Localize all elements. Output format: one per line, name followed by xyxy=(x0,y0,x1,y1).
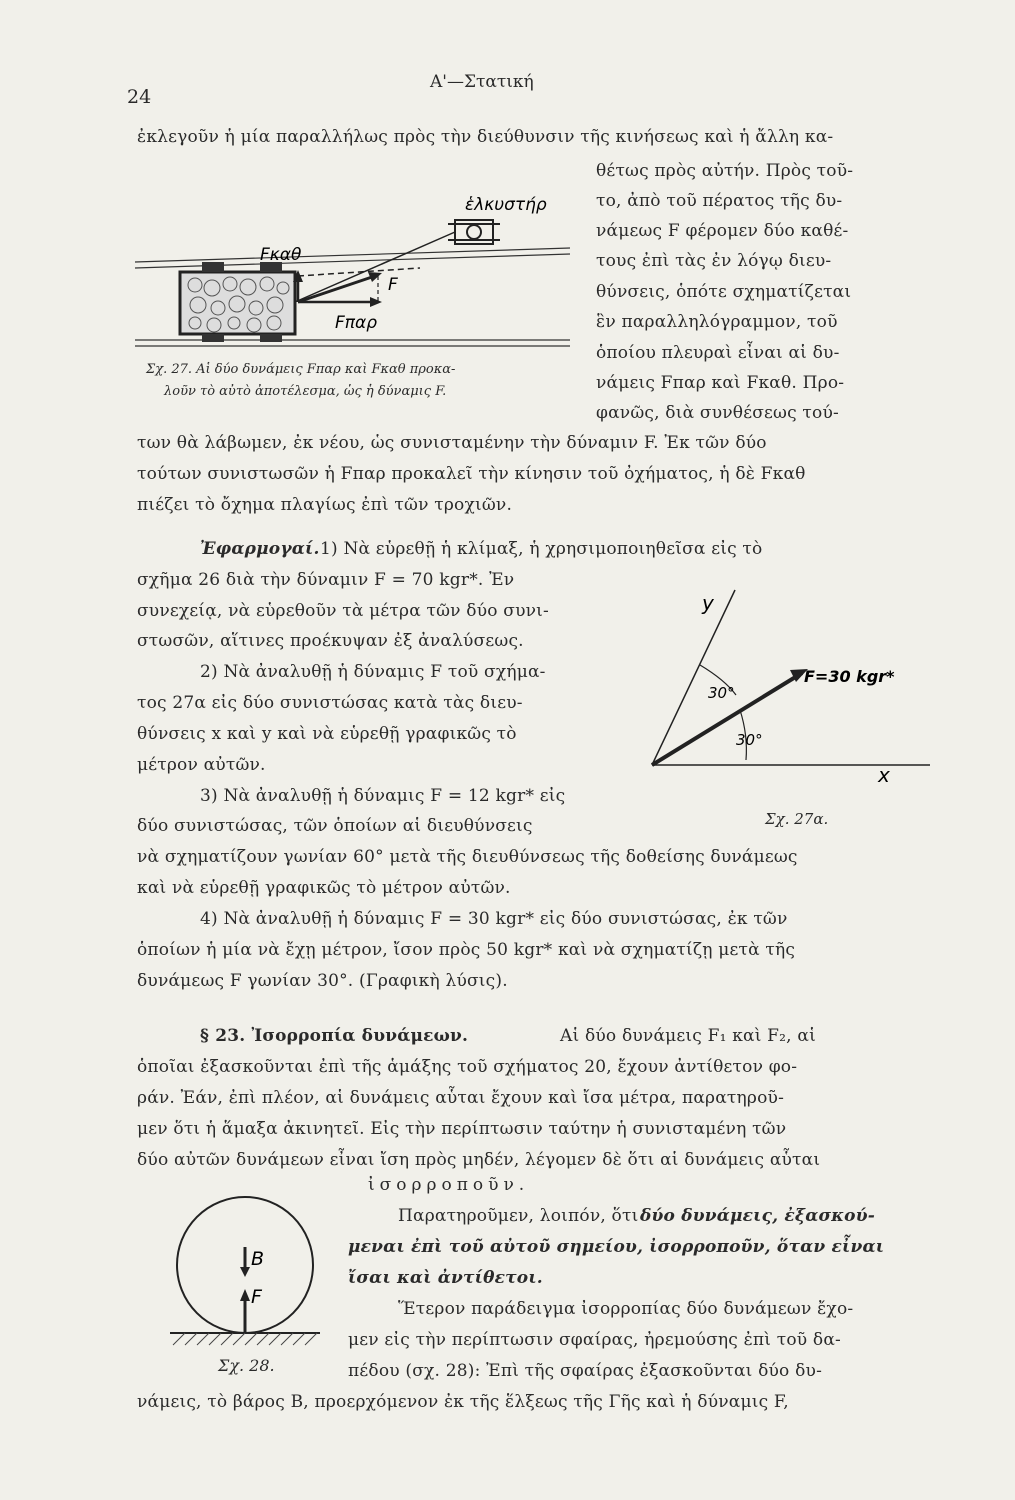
text-line: θύνσεις, ὁπότε σχηματίζεται xyxy=(596,282,852,302)
text-line: Παρατηροῦμεν, λοιπόν, ὅτι xyxy=(398,1206,639,1226)
text-line: τους ἐπὶ τὰς ἐν λόγῳ διευ- xyxy=(596,251,832,271)
fig28-caption: Σχ. 28. xyxy=(218,1356,275,1375)
text-line: Ἕτερον παράδειγμα ἰσορροπίας δύο δυνάμεων ἔχο- xyxy=(398,1299,854,1319)
text-line: δύο αὐτῶν δυνάμεων εἶναι ἴση πρὸς μηδέν, λέγομεν δὲ ὅτι αἱ δυνάμεις αὗται xyxy=(137,1150,821,1170)
emphasis-text: δύο δυνάμεις, ἐξασκού- xyxy=(640,1206,875,1226)
text-line: συνεχείᾳ, νὰ εὑρεθοῦν τὰ μέτρα τῶν δύο συνι- xyxy=(137,601,549,621)
text-line: ὁποῖαι ἐξασκοῦνται ἐπὶ τῆς ἁμάξης τοῦ σχήματος 20, ἔχουν ἀντίθετον φο- xyxy=(137,1057,798,1077)
fig27-caption-2: λοῦν τὸ αὐτὸ ἀποτέλεσμα, ὡς ἡ δύναμις F. xyxy=(164,384,447,399)
text-line: 4) Νὰ ἀναλυθῇ ἡ δύναμις F = 30 kgr* εἰς δύο συνιστώσας, ἐκ τῶν xyxy=(200,909,788,929)
emphasis-text: ἴσαι καὶ ἀντίθετοι. xyxy=(348,1268,543,1288)
f-arrow xyxy=(298,276,375,302)
text-line: μεν εἰς τὴν περίπτωσιν σφαίρας, ἠρεμούσης ἐπὶ τοῦ δα- xyxy=(348,1330,841,1350)
text-line: στωσῶν, αἵτινες προέκυψαν ἐξ ἀναλύσεως. xyxy=(137,631,524,651)
text-line: Αἱ δύο δυνάμεις F₁ καὶ F₂, αἱ xyxy=(560,1026,816,1046)
text-line: δυνάμεως F γωνίαν 30°. (Γραφικὴ λύσις). xyxy=(137,971,508,991)
text-line: 1) Νὰ εὑρεθῇ ἡ κλίμαξ, ἡ χρησιμοποιηθεῖσα εἰς τὸ xyxy=(320,539,763,559)
rail-top xyxy=(135,248,570,262)
text-line: 2) Νὰ ἀναλυθῇ ἡ δύναμις F τοῦ σχήμα- xyxy=(200,662,546,682)
page-number: 24 xyxy=(127,86,152,108)
text-line: φανῶς, διὰ συνθέσεως τού- xyxy=(596,403,839,423)
figure-27 xyxy=(130,180,580,360)
fig27a-caption: Σχ. 27α. xyxy=(765,810,829,828)
text-line: θύνσεις x καὶ y καὶ νὰ εὑρεθῇ γραφικῶς τὸ xyxy=(137,724,517,744)
text-line: θέτως πρὸς αὐτήν. Πρὸς τοῦ- xyxy=(596,161,854,181)
label-fkath: Fκαθ xyxy=(260,245,302,265)
label-fpar: Fπαρ xyxy=(335,313,378,333)
text-line: ὁποίων ἡ μία νὰ ἔχῃ μέτρον, ἴσον πρὸς 50 kgr* καὶ νὰ σχηματίζῃ μετὰ τῆς xyxy=(137,940,796,960)
figure-27a xyxy=(640,570,940,830)
cable xyxy=(295,232,455,302)
text-line: σχῆμα 26 διὰ τὴν δύναμιν F = 70 kgr*. Ἐν xyxy=(137,570,515,590)
applications-heading: Ἐφαρμογαί. xyxy=(200,539,320,559)
text-line: ἐκλεγοῦν ἡ μία παραλλήλως πρὸς τὴν διεύθυνσιν τῆς κινήσεως καὶ ἡ ἄλλη κα- xyxy=(137,127,834,147)
label-force: F=30 kgr* xyxy=(804,667,895,686)
text-line: νάμεις Fπαρ καὶ Fκαθ. Προ- xyxy=(596,373,845,393)
fig27-caption-1: Σχ. 27. Αἱ δύο δυνάμεις Fπαρ καὶ Fκαθ προκα- xyxy=(146,362,456,377)
label-angle-top: 30° xyxy=(708,684,735,702)
label-f: F xyxy=(388,275,398,295)
text-line: ράν. Ἐάν, ἐπὶ πλέον, αἱ δυνάμεις αὗται ἔχουν καὶ ἴσα μέτρα, παρατηροῦ- xyxy=(137,1088,785,1108)
text-line: μέτρον αὐτῶν. xyxy=(137,755,266,775)
rail-top-2 xyxy=(135,254,570,268)
text-line: των θὰ λάβωμεν, ἐκ νέου, ὡς συνισταμένην τὴν δύναμιν F. Ἐκ τῶν δύο xyxy=(137,433,767,453)
text-line: 3) Νὰ ἀναλυθῇ ἡ δύναμις F = 12 kgr* εἰς xyxy=(200,786,566,806)
wagon xyxy=(180,272,295,334)
ground-hatching xyxy=(173,1333,317,1345)
label-f: F xyxy=(251,1286,262,1308)
text-line: δύο συνιστώσας, τῶν ὁποίων αἱ διευθύνσεις xyxy=(137,816,533,836)
text-line: νὰ σχηματίζουν γωνίαν 60° μετὰ τῆς διευθύνσεως τῆς δοθείσης δυνάμεως xyxy=(137,847,798,867)
label-angle-bottom: 30° xyxy=(736,731,763,749)
label-b: B xyxy=(251,1248,265,1270)
label-x: x xyxy=(878,763,890,787)
running-title: Α'—Στατική xyxy=(430,72,534,92)
wheel xyxy=(202,334,224,342)
text-line: πέδου (σχ. 28): Ἐπὶ τῆς σφαίρας ἐξασκοῦνται δύο δυ- xyxy=(348,1361,823,1381)
text-line: καὶ νὰ εὑρεθῇ γραφικῶς τὸ μέτρον αὐτῶν. xyxy=(137,878,511,898)
text-line: ἓν παραλληλόγραμμον, τοῦ xyxy=(596,312,838,332)
section-heading: § 23. Ἰσορροπία δυνάμεων. xyxy=(200,1026,469,1046)
text-line: το, ἀπὸ τοῦ πέρατος τῆς δυ- xyxy=(596,191,843,211)
label-tractor: ἑλκυστήρ xyxy=(465,195,547,215)
figure-28 xyxy=(165,1185,330,1375)
text-line: νάμεως F φέρομεν δύο καθέ- xyxy=(596,221,849,241)
label-y: y xyxy=(702,591,714,615)
text-line: τος 27α εἰς δύο συνιστώσας κατὰ τὰς διευ- xyxy=(137,693,523,713)
text-line: ἰσορροποῦν. xyxy=(368,1175,530,1195)
wheel xyxy=(260,334,282,342)
text-line: μεν ὅτι ἡ ἅμαξα ἀκινητεῖ. Εἰς τὴν περίπτωσιν ταύτην ἡ συνισταμένη τῶν xyxy=(137,1119,787,1139)
text-line: ὁποίου πλευραὶ εἶναι αἱ δυ- xyxy=(596,343,840,363)
wheel xyxy=(202,262,224,272)
emphasis-text: μεναι ἐπὶ τοῦ αὐτοῦ σημείου, ἰσορροποῦν, ὅταν εἶναι xyxy=(348,1237,885,1257)
text-line: νάμεις, τὸ βάρος B, προερχόμενον ἐκ τῆς ἕλξεως τῆς Γῆς καὶ ἡ δύναμις F, xyxy=(137,1392,789,1412)
text-line: πιέζει τὸ ὄχημα πλαγίως ἐπὶ τῶν τροχιῶν. xyxy=(137,495,513,515)
text-line: τούτων συνιστωσῶν ἡ Fπαρ προκαλεῖ τὴν κίνησιν τοῦ ὀχήματος, ἡ δὲ Fκαθ xyxy=(137,464,806,484)
